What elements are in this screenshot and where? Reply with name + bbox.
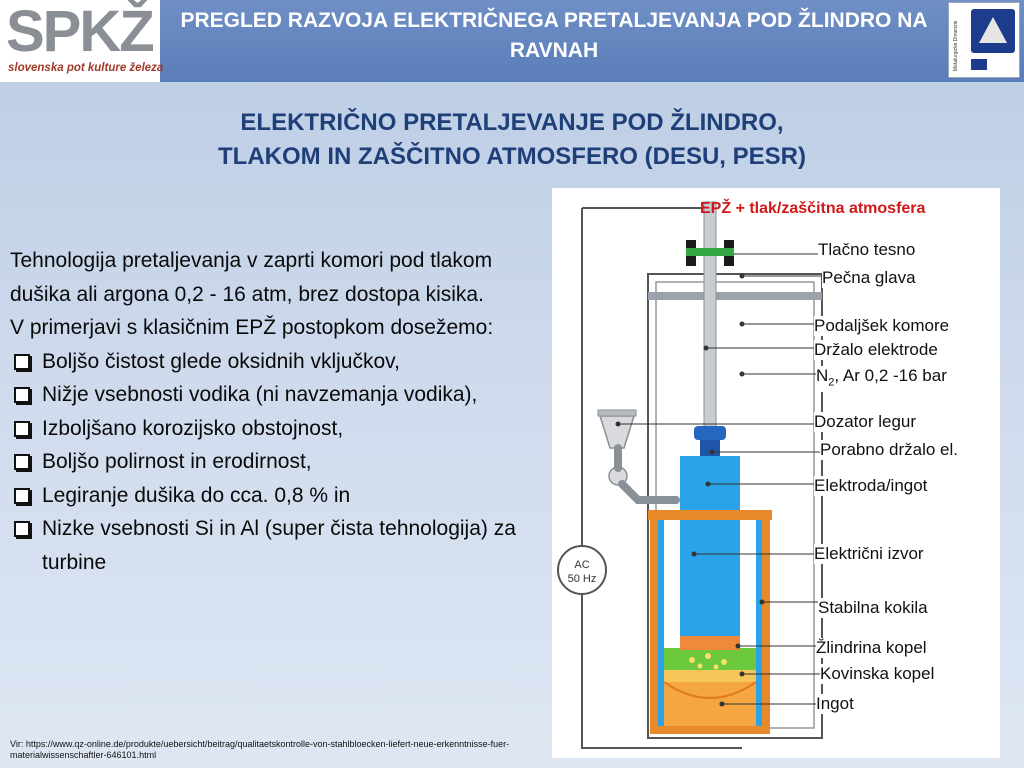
intro-paragraph: Tehnologija pretaljevanja v zaprti komori pod tlakom dušika ali argona 0,2 - 16 atm, brez dostopa kisika. bbox=[10, 249, 493, 306]
droplet-icon bbox=[689, 657, 695, 663]
stub-holder bbox=[694, 426, 726, 440]
triangle-icon bbox=[979, 17, 1007, 43]
leader-dot bbox=[704, 346, 709, 351]
subtitle-line-2: TLAKOM IN ZAŠČITNO ATMOSFERO (DESU, PESR) bbox=[218, 143, 806, 170]
alloy-dispenser-hopper bbox=[600, 416, 634, 448]
slide-header bbox=[0, 0, 1024, 82]
droplet-icon bbox=[698, 664, 703, 669]
label-stub-holder: Porabno držalo el. bbox=[820, 440, 958, 459]
logo-letters: SPKŽ bbox=[6, 0, 153, 64]
list-item: Boljšo polirnost in erodirnost, bbox=[10, 445, 550, 479]
checkbox-bullet-icon bbox=[14, 488, 30, 504]
advantages-list bbox=[10, 345, 550, 580]
alloy-dispenser-lid bbox=[598, 410, 636, 416]
body-text bbox=[10, 244, 550, 579]
label-stable-mould: Stabilna kokila bbox=[818, 598, 928, 617]
list-item: Legiranje dušika do cca. 0,8 % in bbox=[10, 479, 550, 513]
mould-left-wall bbox=[650, 520, 658, 730]
checkbox-bullet-icon bbox=[14, 521, 30, 537]
emblem-icon bbox=[971, 9, 1015, 53]
leader-dot bbox=[720, 702, 725, 707]
electrode-rod bbox=[704, 202, 716, 442]
label-furnace-head: Pečna glava bbox=[822, 268, 916, 287]
checkbox-bullet-icon bbox=[14, 454, 30, 470]
spkz-logo bbox=[0, 0, 164, 82]
list-item: Nizke vsebnosti Si in Al (super čista tehnologija) za turbine bbox=[10, 512, 550, 579]
droplet-icon bbox=[721, 659, 727, 665]
furnace-head-plate bbox=[648, 292, 822, 300]
droplet-icon bbox=[714, 665, 719, 670]
comparison-paragraph: V primerjavi s klasičnim EPŽ postopkom dosežemo: bbox=[10, 316, 494, 339]
checkbox-bullet-icon bbox=[14, 387, 30, 403]
leader-dot bbox=[616, 422, 621, 427]
label-alloy-dispenser: Dozator legur bbox=[814, 412, 917, 431]
label-ingot: Ingot bbox=[816, 694, 854, 713]
label-electrode-ingot: Elektroda/ingot bbox=[814, 476, 928, 495]
slide-subtitle bbox=[110, 106, 914, 174]
leader-dot bbox=[706, 482, 711, 487]
checkbox-bullet-icon bbox=[14, 421, 30, 437]
diagram-title: EPŽ + tlak/zaščitna atmosfera bbox=[700, 200, 926, 217]
list-item: Nižje vsebnosti vodika (ni navzemanja vodika), bbox=[10, 378, 550, 412]
mould-top-flange bbox=[648, 510, 772, 520]
leader-dot bbox=[736, 644, 741, 649]
electrode-tip bbox=[680, 636, 740, 650]
list-item: Izboljšano korozijsko obstojnost, bbox=[10, 412, 550, 446]
mould-right-wall bbox=[762, 520, 770, 730]
label-electrode-holder: Držalo elektrode bbox=[814, 340, 938, 359]
partner-logo-text: Metalurgicke Dimenzie bbox=[953, 20, 959, 71]
ac-label: AC bbox=[574, 559, 590, 571]
mould-cooling-right bbox=[756, 520, 762, 726]
frequency-label: 50 Hz bbox=[567, 573, 597, 585]
subtitle-line-1: ELEKTRIČNO PRETALJEVANJE POD ŽLINDRO, bbox=[240, 109, 784, 136]
mould-base bbox=[650, 726, 770, 734]
mould-cooling-left bbox=[658, 520, 664, 726]
leader-dot bbox=[740, 274, 745, 279]
list-item: Boljšo čistost glede oksidnih vključkov, bbox=[10, 345, 550, 379]
leader-dot bbox=[740, 322, 745, 327]
page-title: PREGLED RAZVOJA ELEKTRIČNEGA PRETALJEVANJA POD ŽLINDRO NA RAVNAH bbox=[180, 9, 928, 62]
label-pressure-seal: Tlačno tesno bbox=[818, 240, 916, 259]
label-metal-bath: Kovinska kopel bbox=[820, 664, 935, 683]
partner-logo bbox=[948, 2, 1020, 78]
leader-dot bbox=[710, 450, 715, 455]
logo-tagline: slovenska pot kulture železa bbox=[8, 62, 164, 74]
leader-dot bbox=[760, 600, 765, 605]
label-chamber-extension: Podaljšek komore bbox=[814, 316, 950, 335]
eu-flag-icon bbox=[971, 59, 987, 70]
label-slag-bath: Žlindrina kopel bbox=[816, 638, 927, 657]
pesr-diagram bbox=[552, 188, 1000, 758]
droplet-icon bbox=[705, 653, 711, 659]
stub-holder-neck bbox=[700, 440, 720, 456]
label-gas-pressure: $N_2$, Ar 0,2 -16 bar bbox=[816, 366, 947, 392]
source-citation: Vir: https://www.qz-online.de/produkte/uebersicht/beitrag/qualitaetskontrolle-von-stahlbloecken-liefert-neue-erkenntnisse-fuer-materialwissenschaftler-646101.html bbox=[10, 739, 510, 760]
checkbox-bullet-icon bbox=[14, 354, 30, 370]
slag-bath bbox=[664, 648, 756, 670]
leader-dot bbox=[740, 672, 745, 677]
label-power-source: Električni izvor bbox=[814, 544, 924, 563]
leader-dot bbox=[740, 372, 745, 377]
leader-dot bbox=[692, 552, 697, 557]
pressure-seal-band bbox=[686, 248, 734, 256]
